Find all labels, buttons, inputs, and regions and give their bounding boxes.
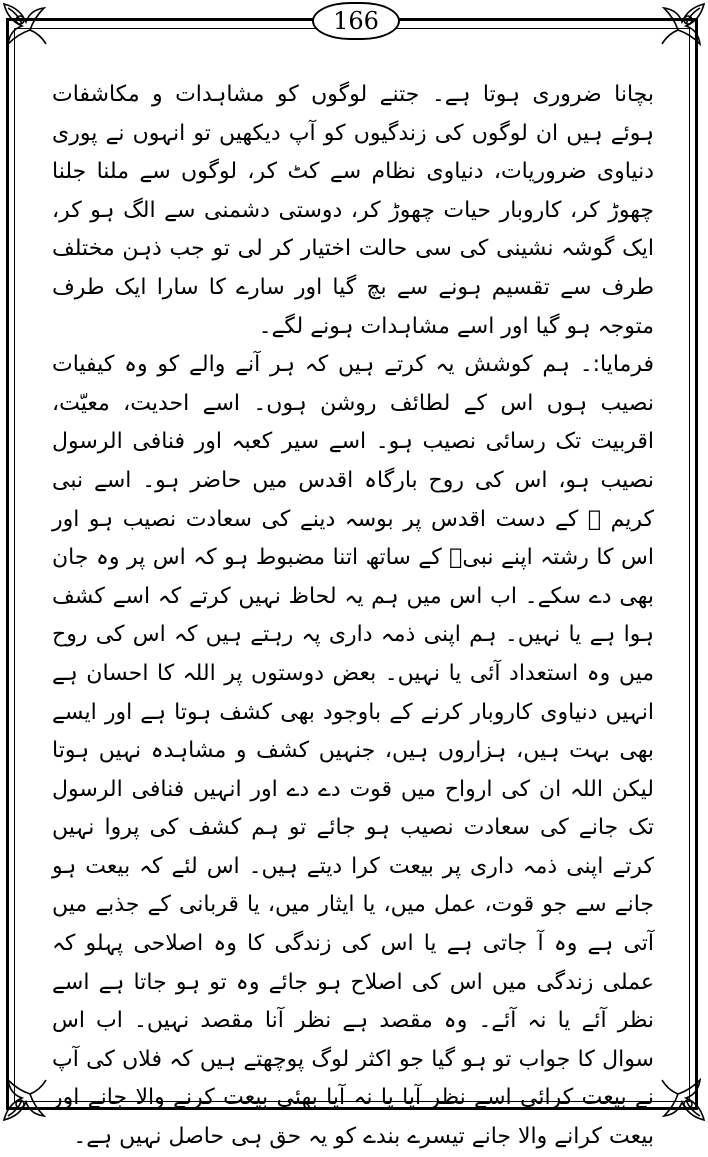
paragraph: فرمایا:۔ ہم کوشش یہ کرتے ہیں کہ ہر آنے والے کو وہ کیفیات نصیب ہوں اس کے لطائف روشن ہوں۔ اسے احدیت، معیّت، اقربیت تک رسائی نصیب ہو۔ اسے سیر کعبہ اور فنافی الرسول نصیب ہو، اس کی روح بارگاہ اقدس میں حاضر ہو۔ اسے نبی کریم ﷺ کے دست اقدس پر بوسہ دینے کی سعادت نصیب ہو اور اس کا رشتہ اپنے نبیؐ کے ساتھ اتنا مضبوط ہو کہ اس پر وہ جان بھی دے سکے۔ اب اس میں ہم یہ لحاظ نہیں کرتے کہ اسے کشف ہوا ہے یا نہیں۔ ہم اپنی ذمہ داری پہ رہتے ہیں کہ اس کی روح میں وہ استعداد آئی یا نہیں۔ بعض دوستوں پر اللہ کا احسان ہے انہیں دنیاوی کاروبار کرنے کے باوجود بھی کشف ہوتا ہے اور ایسے بھی بہت ہیں، ہزاروں ہیں، جنہیں کشف و مشاہدہ نہیں ہوتا لیکن اللہ ان کی ارواح میں قوت دے دے اور انہیں فنافی الرسول تک جانے کی سعادت نصیب ہو جائے تو ہم کشف کی پروا نہیں کرتے اپنی ذمہ داری پر بیعت کرا دیتے ہیں۔ اس لئے کہ بیعت ہو جانے سے جو قوت، عمل میں، یا ایثار میں، یا قربانی کے جذبے میں آتی ہے وہ آ جاتی ہے یا اس کی زندگی کا وہ اصلاحی پہلو کہ عملی زندگی میں اس کی اصلاح ہو جائے وہ تو ہو جاتا ہے اسے نظر آئے یا نہ آئے۔ وہ مقصد ہے نظر آنا مقصد نہیں۔ اب اس سوال کا جواب تو ہو گیا جو اکثر لوگ پوچھتے ہیں کہ فلاں کی آپ نے بیعت کرائی اسے نظر آیا یا نہ آیا بھئی بیعت کرنے والا جانے اور بیعت کرانے والا جانے تیسرے بندے کو یہ حق ہی حاصل نہیں ہے۔	[52, 352, 654, 1150]
page-body	[52, 76, 654, 1157]
corner-ornament-icon	[0, 0, 62, 62]
paragraph: بچانا ضروری ہوتا ہے۔ جتنے لوگوں کو مشاہدات و مکاشفات ہوئے ہیں ان لوگوں کی زندگیوں کو آپ دیکھیں تو انہوں نے پوری دنیاوی ضروریات، دنیاوی نظام سے کٹ کر، لوگوں سے ملنا جلنا چھوڑ کر، کاروبار حیات چھوڑ کر، دوستی دشمنی سے الگ ہو کر، ایک گوشہ نشینی کی سی حالت اختیار کر لی تو جب ذہن مختلف طرف سے تقسیم ہونے سے بچ گیا اور سارے کا سارا ایک طرف متوجہ ہو گیا اور اسے مشاہدات ہونے لگے۔	[52, 82, 654, 339]
corner-ornament-icon	[646, 1062, 708, 1124]
page-number-text: 166	[333, 7, 379, 35]
corner-ornament-icon	[646, 0, 708, 62]
page-number	[312, 2, 400, 40]
